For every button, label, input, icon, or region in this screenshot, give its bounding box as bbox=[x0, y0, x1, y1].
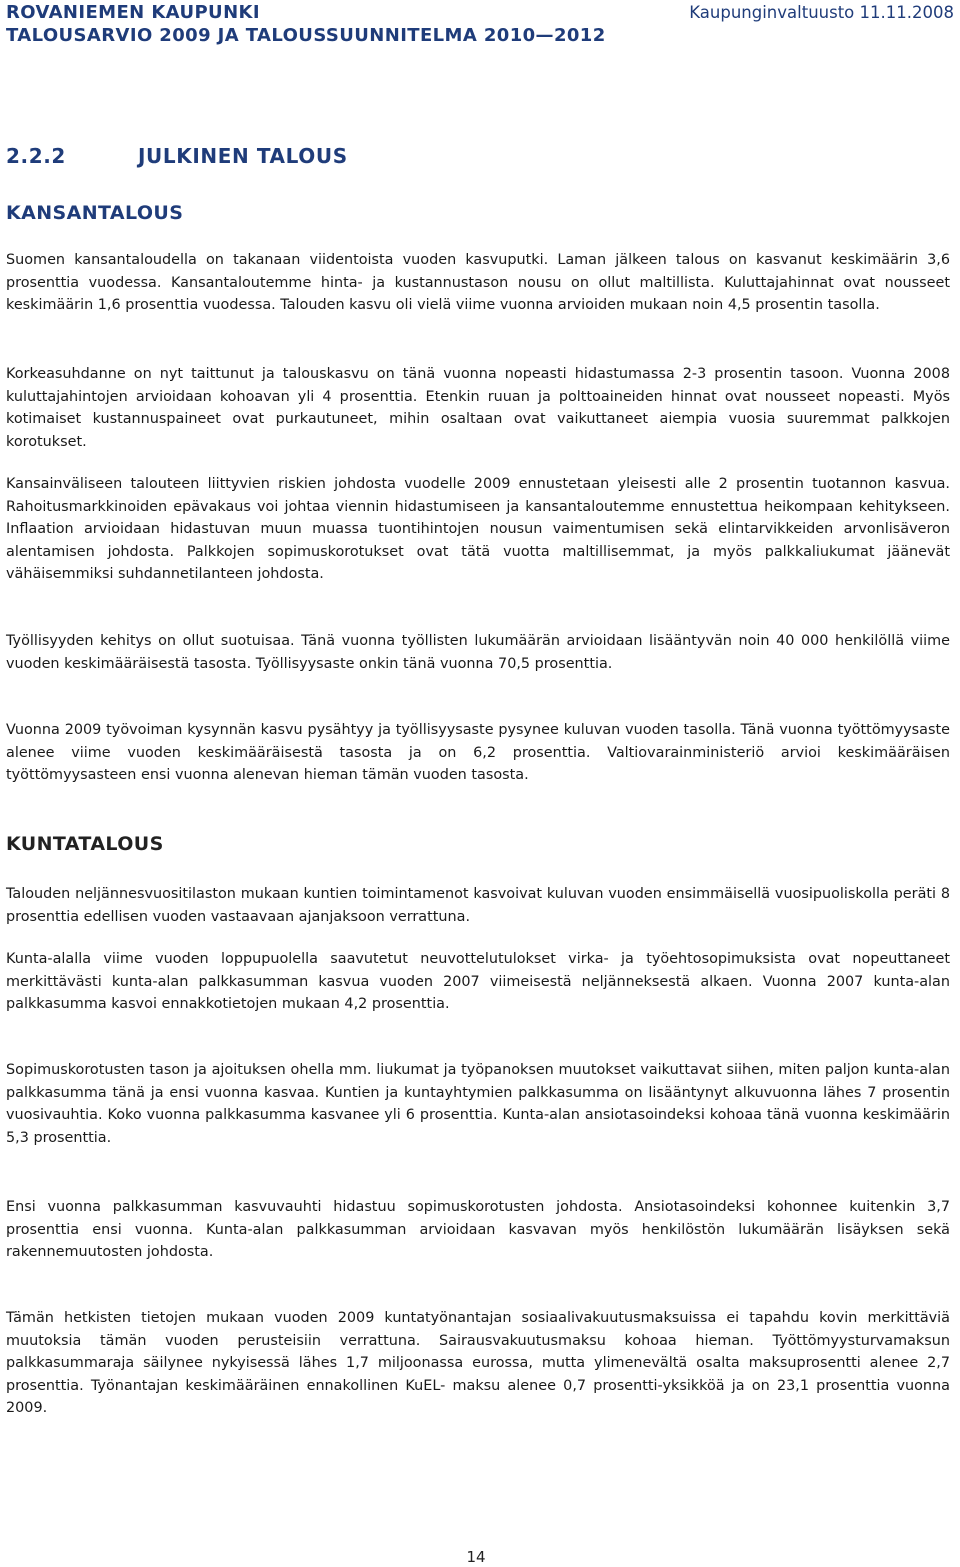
paragraph: Työllisyyden kehitys on ollut suotuisaa. Tänä vuonna työllisten lukumäärän arvioidaan lisääntyvän noin 40 000 henkilöllä viime vuoden keskimääräisestä tasosta. Työllisyysaste onkin tänä vuonna 70,5 prosenttia. bbox=[6, 633, 950, 672]
paragraph: Talouden neljännesvuositilaston mukaan kuntien toimintamenot kasvoivat kuluvan vuoden ensimmäisellä vuosipuoliskolla peräti 8 prosenttia edellisen vuoden vastaavaan ajanjaksoon verrattuna. bbox=[6, 886, 950, 925]
page-header bbox=[0, 0, 960, 50]
paragraph: Kansainväliseen talouteen liittyvien riskien johdosta vuodelle 2009 ennustetaan yleisesti alle 2 prosentin tuotannon kasvua. Rahoitusmarkkinoiden epävakaus voi johtaa viennin hidastumiseen ja kansantaloutemme ennustettua heikompaan kehitykseen. Inflaation arvioidaan hidastuvan muun muassa tuontihintojen nousun vaimentumisen sekä elintarvikkeiden arvonlisäveron alentamisen johdosta. Palkkojen sopimuskorotukset ovat tätä vuotta maltillisemmat, ja myös palkkaliukumat jäänevät vähäisemmiksi suhdannetilanteen johdosta. bbox=[6, 476, 950, 583]
paragraph: Vuonna 2009 työvoiman kysynnän kasvu pysähtyy ja työllisyysaste pysynee kuluvan vuoden tasolla. Tänä vuonna työttömyysaste alenee viime vuoden keskimääräisestä tasosta ja on 6,2 prosenttia. Valtiovarainministeriö arvioi keskimääräisen työttömyysasteen ensi vuonna alenevan hieman tämän vuoden tasosta. bbox=[6, 722, 950, 784]
header-organization: ROVANIEMEN KAUPUNKI bbox=[6, 2, 260, 23]
section-number: 2.2.2 bbox=[6, 144, 66, 168]
page-number: 14 bbox=[466, 1548, 486, 1566]
heading-kansantalous: KANSANTALOUS bbox=[6, 202, 184, 224]
paragraph: Sopimuskorotusten tason ja ajoituksen ohella mm. liukumat ja työpanoksen muutokset vaikuttavat siihen, miten paljon kunta-alan palkkasumma tänä ja ensi vuonna kasvaa. Kuntien ja kuntayhtymien palkkasumma on lisääntynyt alkuvuonna lähes 7 prosentin vuosivauhtia. Koko vuonna palkkasumma kasvanee yli 6 prosenttia. Kunta-alan ansiotasoindeksi kohoaa tänä vuonna keskimäärin 5,3 prosenttia. bbox=[6, 1062, 950, 1146]
paragraph: Suomen kansantaloudella on takanaan viidentoista vuoden kasvuputki. Laman jälkeen talous on kasvanut keskimäärin 3,6 prosenttia vuodessa. Kansantaloutemme hinta- ja kustannustason nousu on ollut maltillista. Kuluttajahinnat ovat nousseet keskimäärin 1,6 prosenttia vuodessa. Talouden kasvu oli vielä viime vuonna arvioiden mukaan noin 4,5 prosentin tasolla. bbox=[6, 252, 950, 314]
paragraph: Ensi vuonna palkkasumman kasvuvauhti hidastuu sopimuskorotusten johdosta. Ansiotasoindeksi kohonnee kuitenkin 3,7 prosenttia ensi vuonna. Kunta-alan palkkasumman arvioidaan kasvavan myös henkilöstön lukumäärän lisäyksen sekä rakennemuutosten johdosta. bbox=[6, 1199, 950, 1261]
heading-kuntatalous: KUNTATALOUS bbox=[6, 833, 164, 855]
header-date: Kaupunginvaltuusto 11.11.2008 bbox=[689, 3, 954, 22]
header-document-title: TALOUSARVIO 2009 JA TALOUSSUUNNITELMA 2010—2012 bbox=[6, 25, 606, 46]
paragraph: Kunta-alalla viime vuoden loppupuolella saavutetut neuvottelutulokset virka- ja työehtosopimuksista ovat nopeuttaneet merkittävästi kunta-alan palkkasumman kasvua vuoden 2007 viimeisestä neljänneksestä alkaen. Vuonna 2007 kunta-alan palkkasumma kasvoi ennakkotietojen mukaan 4,2 prosenttia. bbox=[6, 951, 950, 1013]
paragraph: Korkeasuhdanne on nyt taittunut ja talouskasvu on tänä vuonna nopeasti hidastumassa 2-3 prosentin tasoon. Vuonna 2008 kuluttajahintojen arvioidaan kohoavan yli 4 prosenttia. Etenkin ruuan ja polttoaineiden hinnat ovat nousseet nopeasti. Myös kotimaiset kustannuspaineet ovat purkautuneet, mihin osaltaan ovat vaikuttaneet aiempia vuosia suuremmat palkkojen korotukset. bbox=[6, 366, 950, 450]
paragraph: Tämän hetkisten tietojen mukaan vuoden 2009 kuntatyönantajan sosiaalivakuutusmaksuissa ei tapahdu kovin merkittäviä muutoksia tämän vuoden perusteisiin verrattuna. Sairausvakuutusmaksu kohoaa hieman. Työttömyysturvamaksun palkkasummaraja säilynee nykyisessä lähes 1,7 miljoonassa eurossa, mutta ylimenevältä osalta maksuprosentti alenee 2,7 prosenttia. Työnantajan keskimääräinen ennakollinen KuEL- maksu alenee 0,7 prosentti-yksikköä ja on 23,1 prosenttia vuonna 2009. bbox=[6, 1310, 950, 1417]
section-title bbox=[6, 144, 348, 168]
section-title-text: JULKINEN TALOUS bbox=[138, 144, 348, 168]
